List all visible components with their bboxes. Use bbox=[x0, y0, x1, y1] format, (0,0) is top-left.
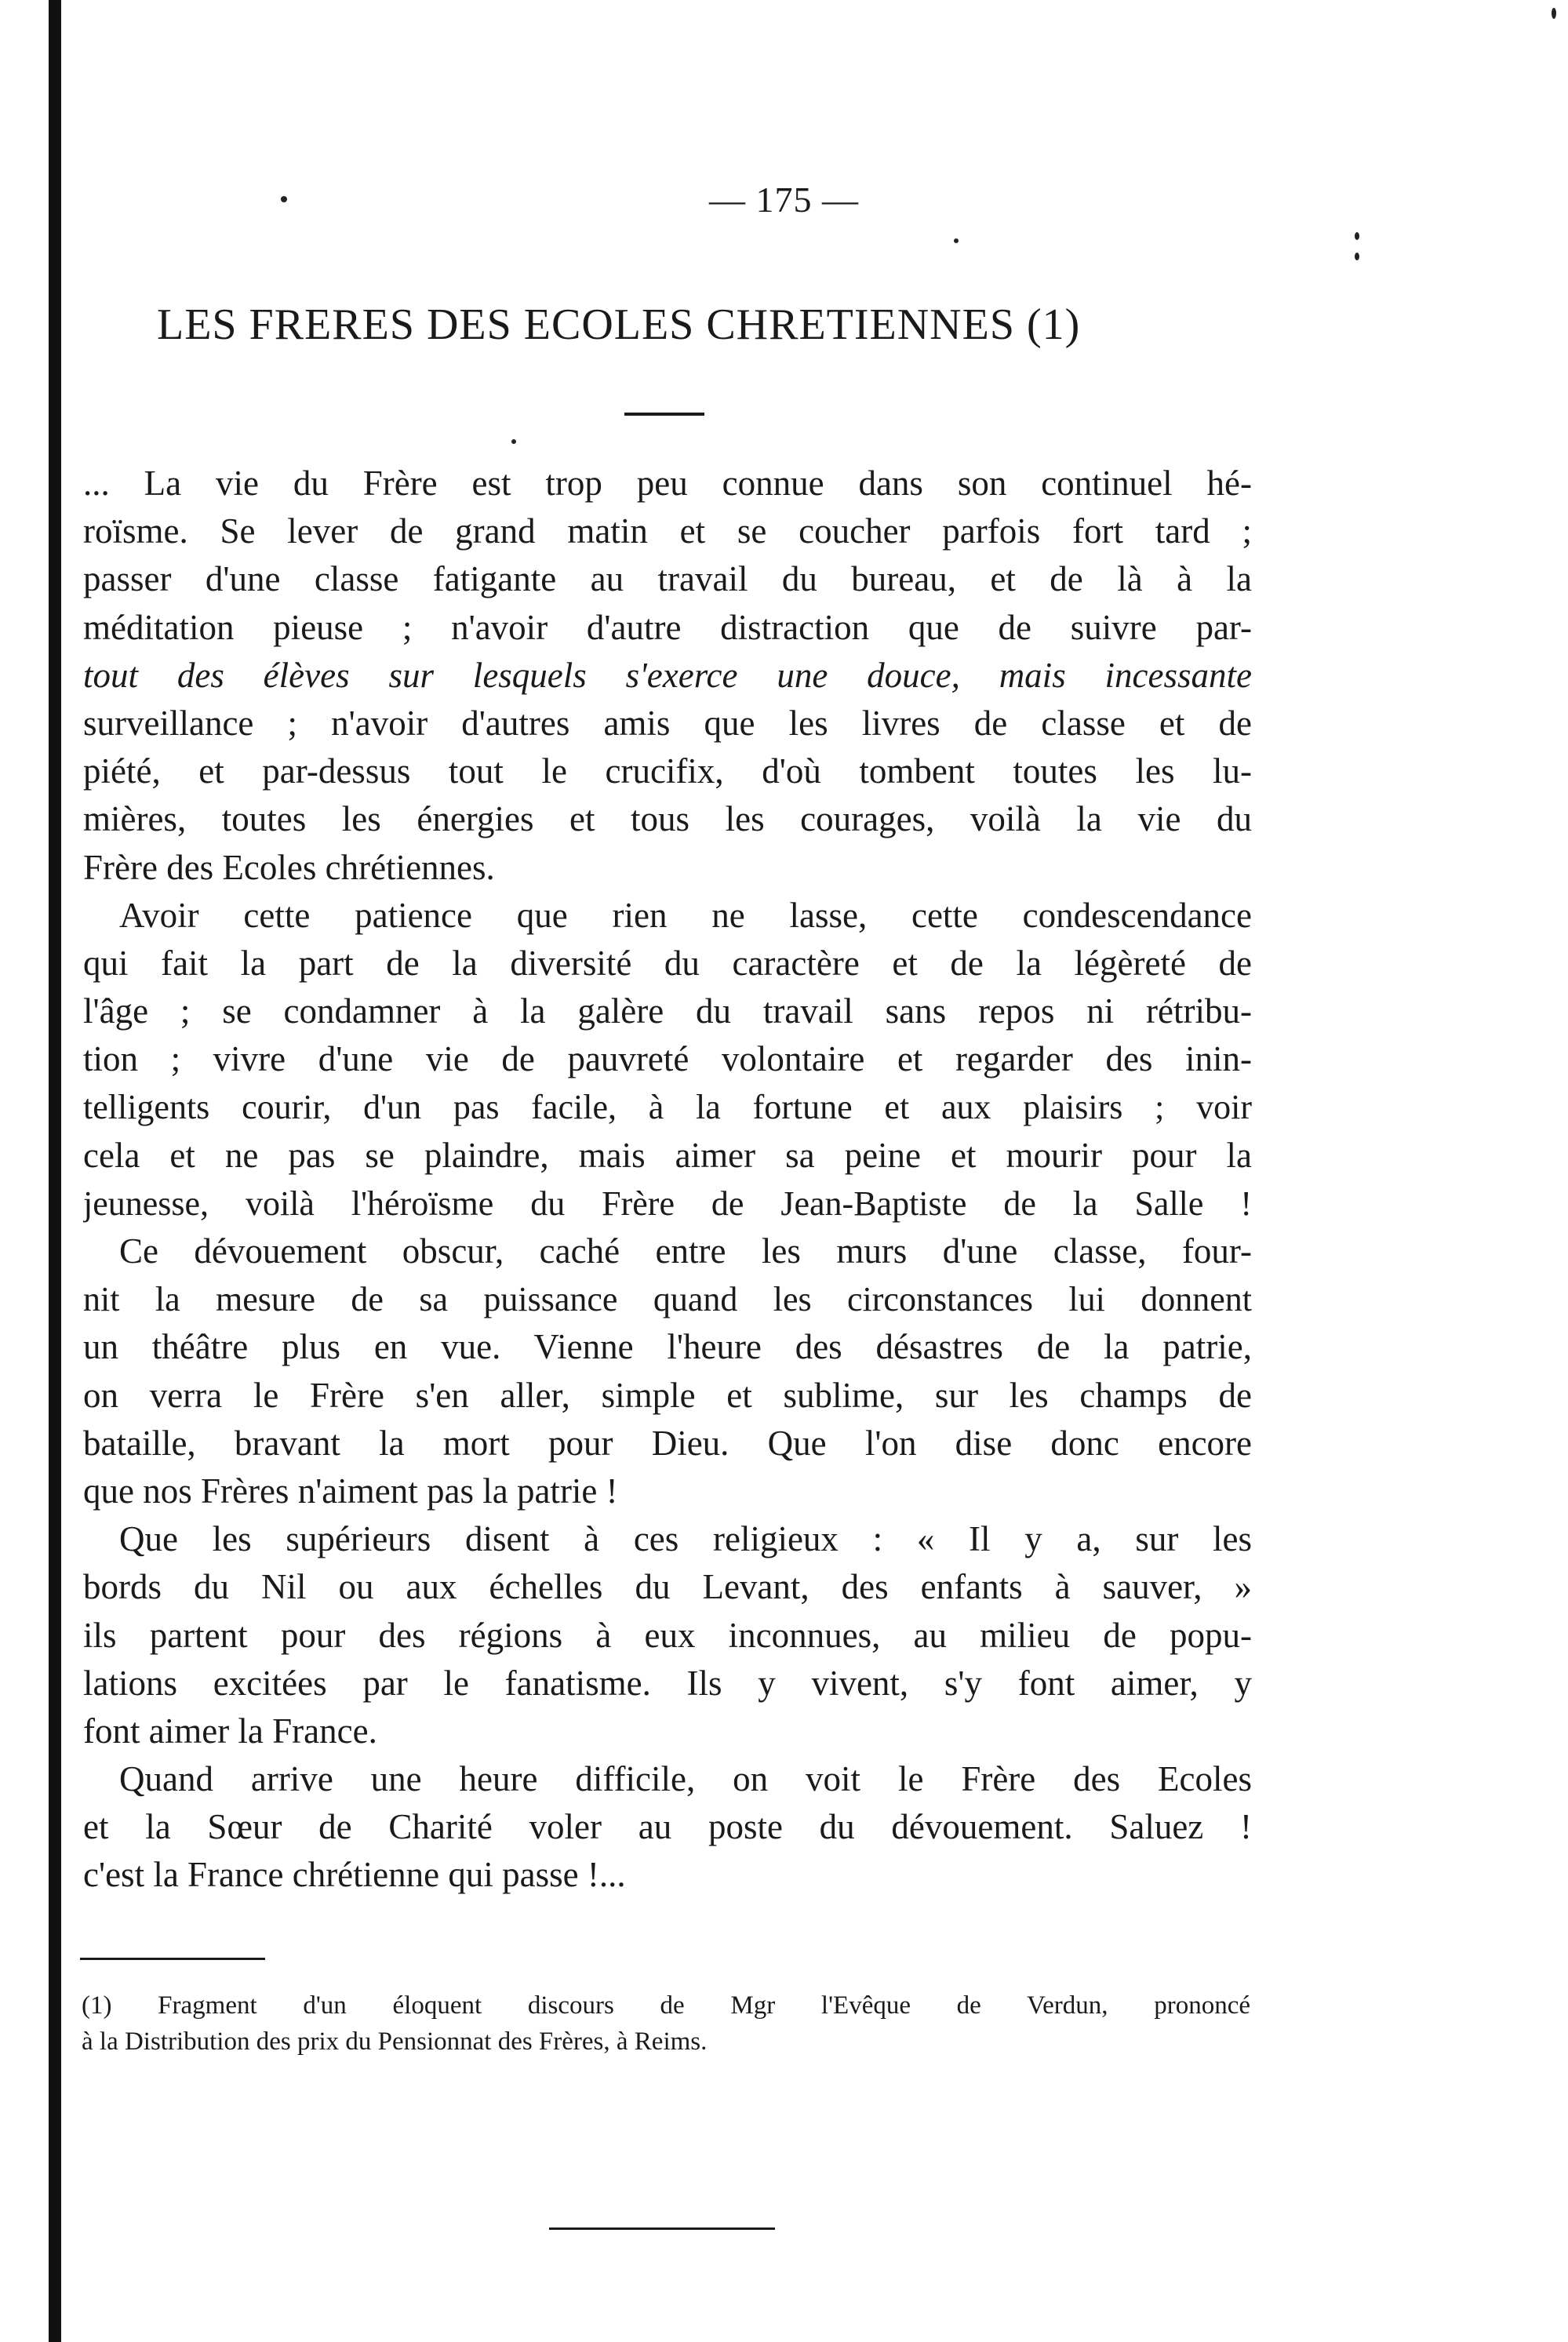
text-line: ils partent pour des régions à eux inconnues, au milieu de popu- bbox=[83, 1615, 1252, 1655]
text-line: telligents courir, d'un pas facile, à la fortune et aux plaisirs ; voir bbox=[83, 1088, 1252, 1127]
text-line: tout des élèves sur lesquels s'exerce une douce, mais incessante bbox=[83, 655, 1252, 695]
footnote-line: à la Distribution des prix du Pensionnat des Frères, à Reims. bbox=[82, 2027, 708, 2056]
text-line: jeunesse, voilà l'héroïsme du Frère de Jean-Baptiste de la Salle ! bbox=[83, 1184, 1252, 1223]
text-line: l'âge ; se condamner à la galère du travail sans repos ni rétribu- bbox=[83, 991, 1252, 1031]
scan-speck bbox=[954, 238, 959, 243]
text-line: on verra le Frère s'en aller, simple et sublime, sur les champs de bbox=[83, 1375, 1252, 1415]
scan-speck bbox=[511, 439, 516, 444]
chapter-title: LES FRERES DES ECOLES CHRETIENNES (1) bbox=[157, 300, 1081, 349]
footnote-line: (1) Fragment d'un éloquent discours de Mgr l'Evêque de Verdun, prononcé bbox=[82, 1991, 1250, 2020]
scan-speck bbox=[1355, 232, 1359, 240]
footnote-divider bbox=[80, 1958, 265, 1960]
text-line: Avoir cette patience que rien ne lasse, cette condescendance bbox=[119, 895, 1252, 935]
text-line: passer d'une classe fatigante au travail du bureau, et de là à la bbox=[83, 559, 1252, 599]
page-binding-edge bbox=[49, 0, 61, 2342]
text-line: Que les supérieurs disent à ces religieux : « Il y a, sur les bbox=[119, 1519, 1252, 1559]
text-line: lations excitées par le fanatisme. Ils y vivent, s'y font aimer, y bbox=[83, 1663, 1252, 1703]
text-line: tion ; vivre d'une vie de pauvreté volontaire et regarder des inin- bbox=[83, 1039, 1252, 1079]
page-number: — 175 — bbox=[709, 180, 859, 220]
text-line: Quand arrive une heure difficile, on voit le Frère des Ecoles bbox=[119, 1759, 1252, 1799]
text-line: font aimer la France. bbox=[83, 1711, 377, 1751]
text-line: un théâtre plus en vue. Vienne l'heure des désastres de la patrie, bbox=[83, 1327, 1252, 1367]
text-line: et la Sœur de Charité voler au poste du dévouement. Saluez ! bbox=[83, 1807, 1252, 1847]
title-divider bbox=[624, 413, 704, 416]
text-line: que nos Frères n'aiment pas la patrie ! bbox=[83, 1471, 618, 1511]
scan-speck bbox=[281, 196, 287, 202]
scan-speck bbox=[1552, 8, 1556, 19]
text-line: bords du Nil ou aux échelles du Levant, des enfants à sauver, » bbox=[83, 1567, 1252, 1607]
text-line: surveillance ; n'avoir d'autres amis que les livres de classe et de bbox=[83, 703, 1252, 743]
text-line: roïsme. Se lever de grand matin et se coucher parfois fort tard ; bbox=[83, 511, 1252, 551]
text-line: méditation pieuse ; n'avoir d'autre distraction que de suivre par- bbox=[83, 607, 1252, 647]
text-line: Ce dévouement obscur, caché entre les murs d'une classe, four- bbox=[119, 1231, 1252, 1271]
body-text bbox=[83, 460, 1252, 1900]
text-line: piété, et par-dessus tout le crucifix, d'où tombent toutes les lu- bbox=[83, 751, 1252, 791]
text-line: bataille, bravant la mort pour Dieu. Que l'on dise donc encore bbox=[83, 1423, 1252, 1463]
text-line: c'est la France chrétienne qui passe !... bbox=[83, 1855, 626, 1895]
end-divider bbox=[549, 2227, 775, 2230]
text-line: Frère des Ecoles chrétiennes. bbox=[83, 847, 495, 887]
footnote bbox=[82, 1987, 1250, 2060]
text-line: ... La vie du Frère est trop peu connue dans son continuel hé- bbox=[83, 464, 1252, 503]
scan-speck bbox=[1355, 253, 1359, 260]
text-line: qui fait la part de la diversité du caractère et de la légèreté de bbox=[83, 943, 1252, 983]
text-line: mières, toutes les énergies et tous les courages, voilà la vie du bbox=[83, 799, 1252, 839]
text-line: nit la mesure de sa puissance quand les circonstances lui donnent bbox=[83, 1280, 1252, 1319]
text-line: cela et ne pas se plaindre, mais aimer sa peine et mourir pour la bbox=[83, 1135, 1252, 1175]
